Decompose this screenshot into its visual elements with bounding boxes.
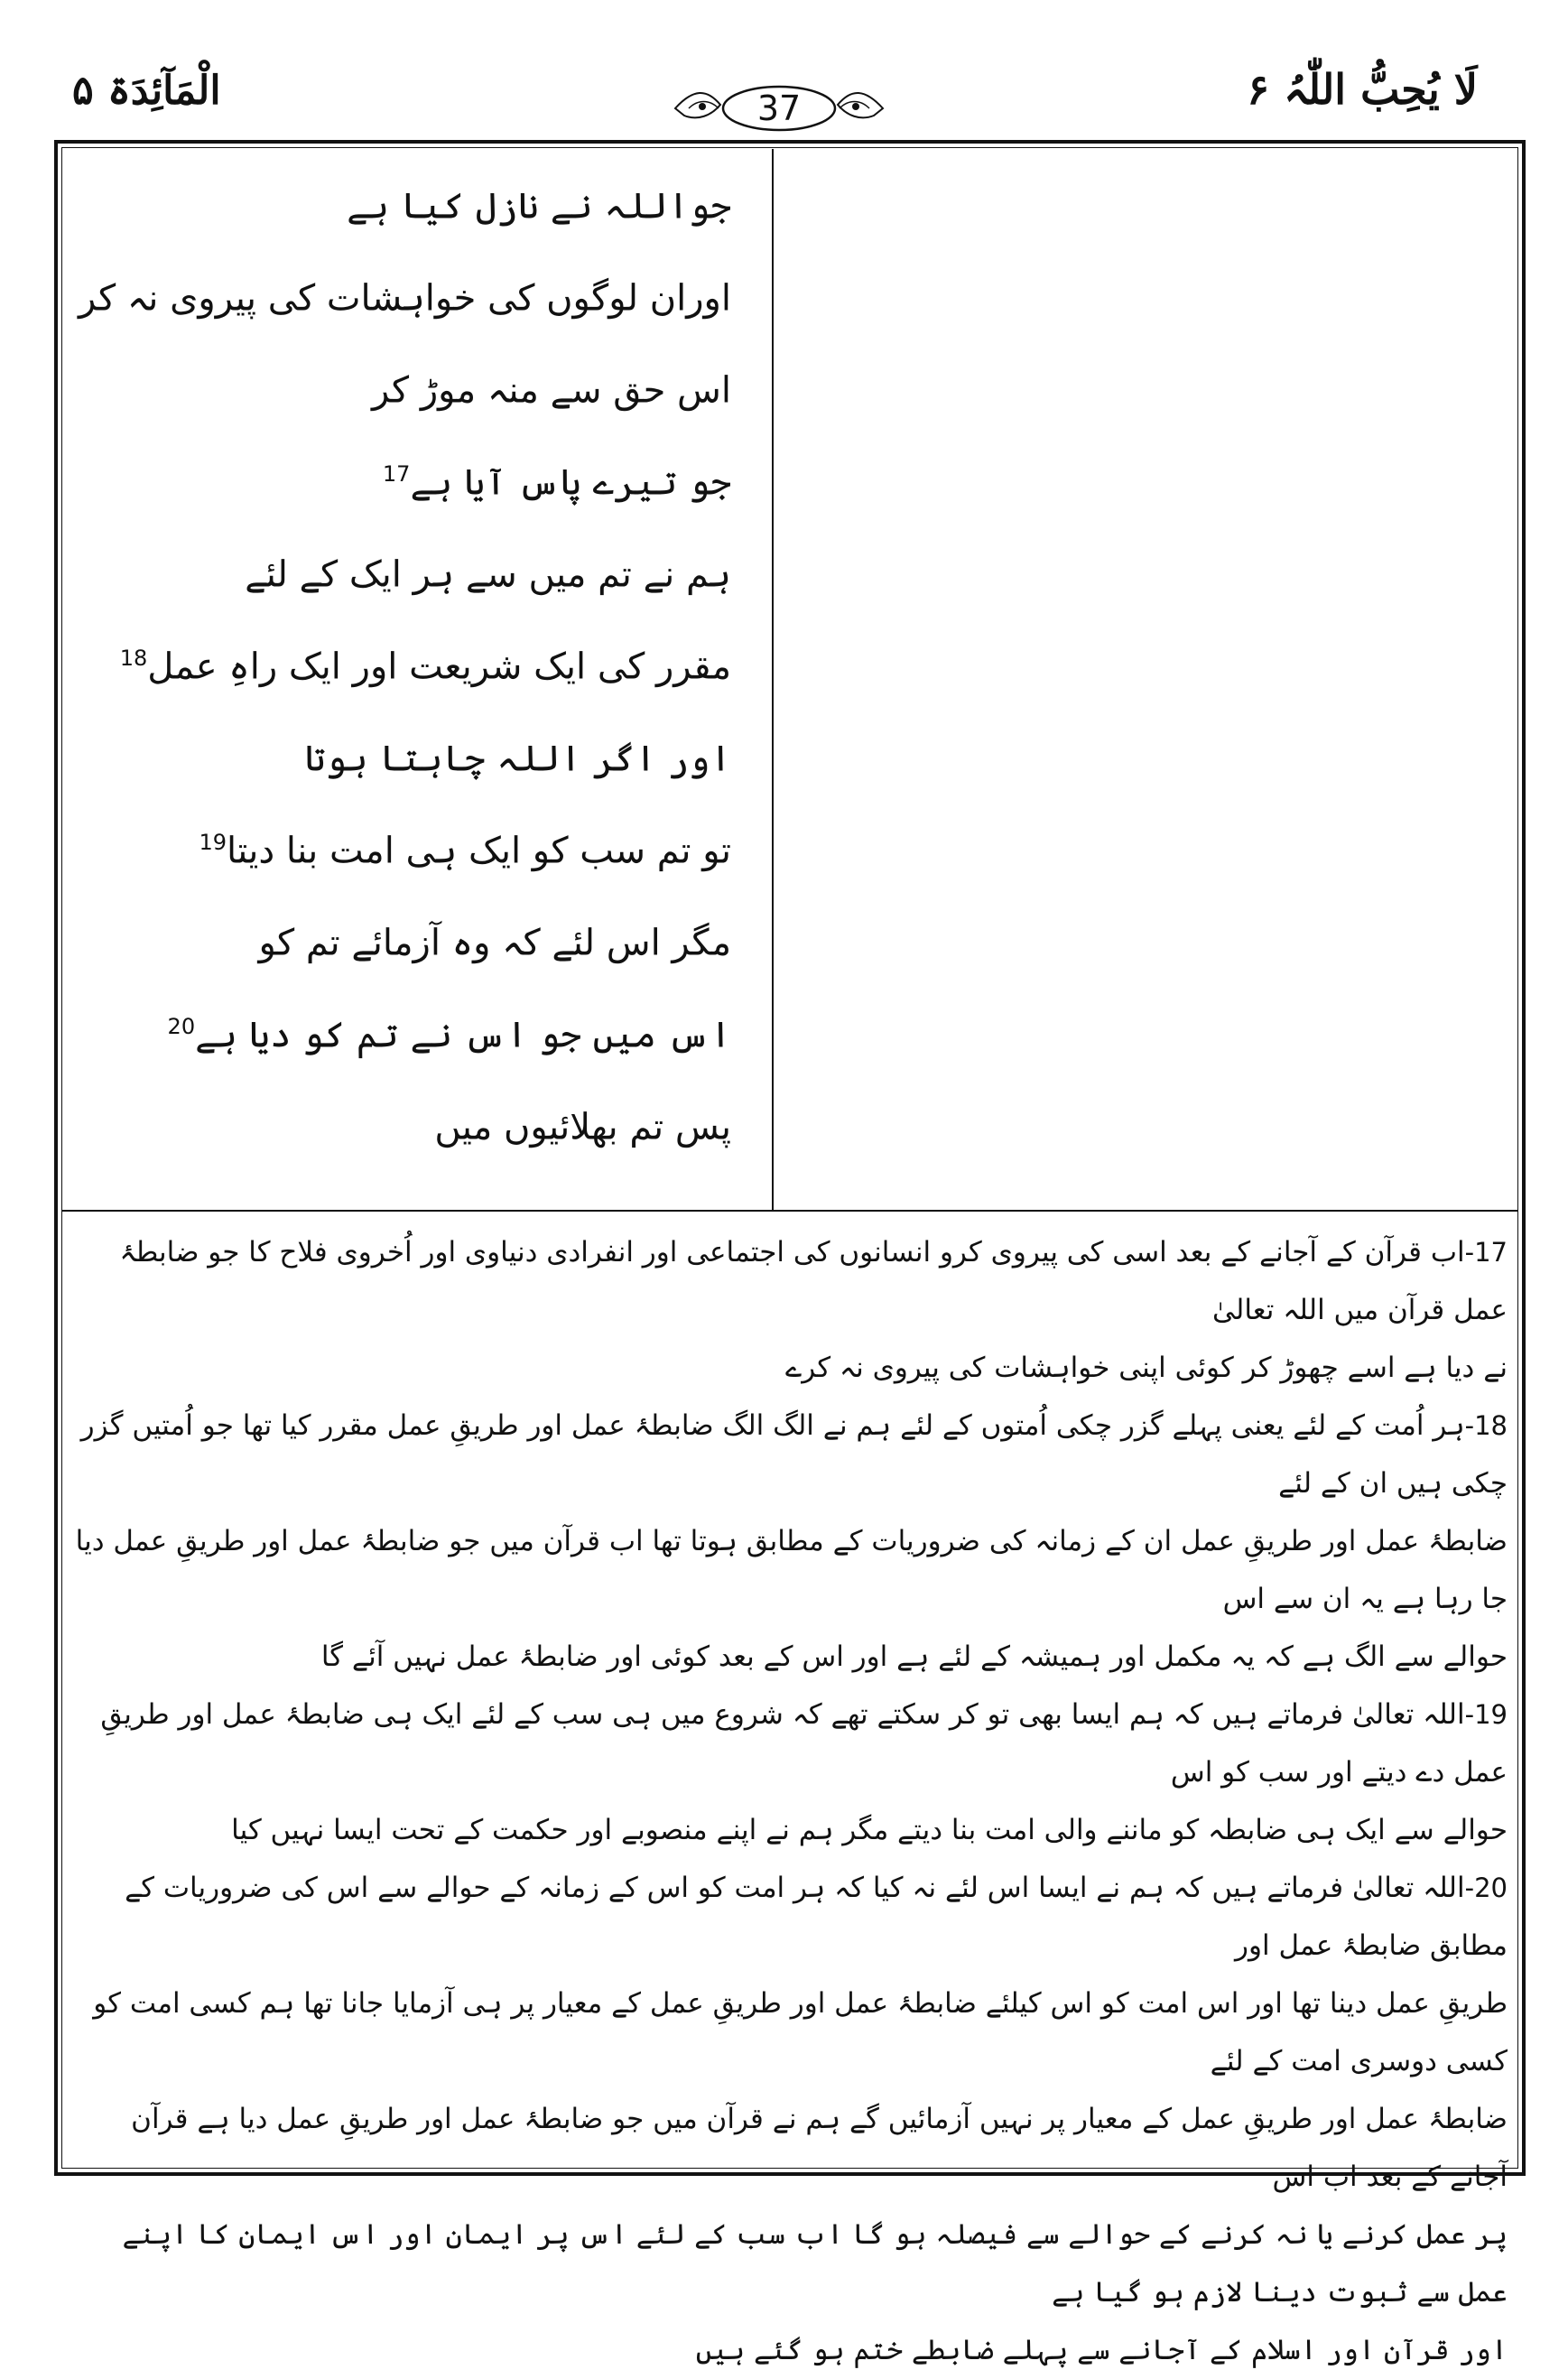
footnote-line: پر عمل کرنے یا نہ کرنے کے حوالے سے فیصلہ ہو گا اب سب کے لئے اس پر ایمان اور اس ایمان کا اپنے عمل سے ثبوت دینا لازم ہو گیا ہے: [122, 2218, 1508, 2309]
footnote-19: [72, 1686, 1508, 1859]
footnote-line: نے دیا ہے اسے چھوڑ کر کوئی اپنی خواہشات کی پیروی نہ کرے: [785, 1352, 1508, 1384]
footnote-line: طریقِ عمل دینا تھا اور اس امت کو اس کیلئے ضابطۂ عمل اور طریقِ عمل کے معیار پر ہی آزمایا جانا تھا ہم کسی امت کو کسی دوسری امت کے لئے: [93, 1987, 1508, 2077]
verse-line: جو تیرے پاس آیا ہے$^{17}$: [382, 461, 731, 504]
verse-line: اس میں جو اس نے تم کو دیا ہے$^{20}$: [167, 1014, 731, 1056]
verse-line: اس حق سے منہ موڑ کر: [371, 369, 731, 412]
footnotes: [72, 1223, 1508, 2366]
footnote-line: اور قرآن اور اسلام کے آجانے سے پہلے ضابطے ختم ہو گئے ہیں: [695, 2334, 1508, 2366]
surah-title: الْمَآئِدَۃ ۵: [72, 68, 221, 114]
verse-line: ہم نے تم میں سے ہر ایک کے لئے: [245, 553, 731, 596]
footnote-line: 17-اب قرآن کے آجانے کے بعد اسی کی پیروی کرو انسانوں کی اجتماعی اور انفرادی دنیاوی اور اُخروی فلاح کا جو ضابطۂ عمل قرآن میں اللہ تعالیٰ: [119, 1236, 1508, 1326]
verse-line: اور اگر اللہ چاہتا ہوتا: [304, 738, 731, 780]
footnote-line: 18-ہر اُمت کے لئے یعنی پہلے گزر چکی اُمتوں کے لئے ہم نے الگ الگ ضابطۂ عمل اور طریقِ عمل مقرر کیا تھا جو اُمتیں گزر چکی ہیں ان کے لئے: [80, 1409, 1508, 1500]
verse-line: مگر اس لئے کہ وہ آزمائے تم کو: [258, 922, 731, 964]
verse-line: تو تم سب کو ایک ہی امت بنا دیتا$^{19}$: [199, 830, 731, 872]
page-number: 37: [756, 88, 802, 128]
page-header: [0, 0, 1568, 135]
footnote-line: 20-اللہ تعالیٰ فرماتے ہیں کہ ہم نے ایسا اس لئے نہ کیا کہ ہر امت کو اس کے زمانہ کے حوالے سے اس کی ضروریات کے مطابق ضابطۂ عمل اور: [125, 1872, 1508, 1962]
footnote-17: [72, 1223, 1508, 1397]
verse-line: اوران لوگوں کی خواہشات کی پیروی نہ کر: [79, 277, 731, 320]
verse-line: جواللہ نے نازل کیا ہے: [347, 185, 731, 228]
footnote-line: حوالے سے ایک ہی ضابطہ کو ماننے والی امت بنا دیتے مگر ہم نے اپنے منصوبے اور حکمت کے تحت ایسا نہیں کیا: [231, 1814, 1508, 1846]
verse-line: پس تم بھلائیوں میں: [434, 1106, 731, 1148]
verse-line: مقرر کی ایک شریعت اور ایک راہِ عمل$^{18}$: [119, 646, 731, 688]
page-number-ornament: [666, 79, 892, 137]
verse-column: [79, 167, 731, 1205]
footnote-line: ضابطۂ عمل اور طریقِ عمل ان کے زمانہ کی ضروریات کے مطابق ہوتا تھا اب قرآن میں جو ضابطۂ عمل اور طریقِ عمل دیا جا رہا ہے یہ ان سے اس: [75, 1525, 1508, 1615]
footnote-18: [72, 1397, 1508, 1686]
juz-title: لَا یُحِبُّ اللّٰہُ ۶: [1247, 65, 1478, 114]
column-divider: [772, 149, 774, 1210]
section-divider: [61, 1210, 1518, 1212]
footnote-line: حوالے سے الگ ہے کہ یہ مکمل اور ہمیشہ کے لئے ہے اور اس کے بعد کوئی اور ضابطۂ عمل نہیں آئے گا: [320, 1640, 1508, 1673]
footnote-line: 19-اللہ تعالیٰ فرماتے ہیں کہ ہم ایسا بھی تو کر سکتے تھے کہ شروع میں ہی سب کے لئے ایک ہی ضابطۂ عمل اور طریقِ عمل دے دیتے اور سب کو اس: [100, 1698, 1508, 1789]
footnote-line: ضابطۂ عمل اور طریقِ عمل کے معیار پر نہیں آزمائیں گے ہم نے قرآن میں جو ضابطۂ عمل اور طریقِ عمل دیا ہے قرآن آجانے کے بعد اب اس: [131, 2103, 1508, 2193]
footnote-20: [72, 1859, 1508, 2379]
